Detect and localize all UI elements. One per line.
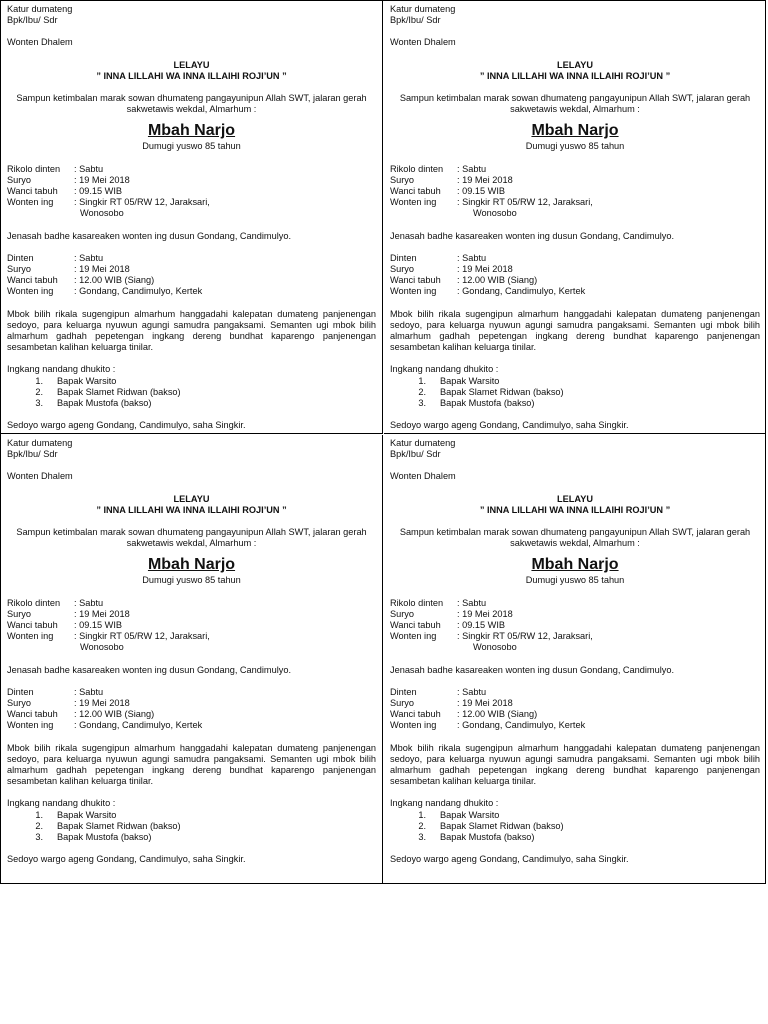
- burial-time-row: [390, 275, 760, 286]
- burial-place-row: [390, 286, 760, 297]
- age-line: Dumugi yuswo 85 tahun: [525, 141, 625, 152]
- notice-card-1: [1, 1, 383, 434]
- burial-intro: Jenasah badhe kasareaken wonten ing dusun Gondang, Candimulyo.: [7, 664, 291, 675]
- death-date-label: Suryo: [390, 608, 415, 619]
- greeting-line-1: Katur dumateng: [7, 438, 73, 448]
- list-item: [7, 821, 376, 832]
- burial-date-value: : 19 Mei 2018: [457, 698, 513, 709]
- death-date-row: [7, 175, 376, 186]
- burial-time-label: Wanci tabuh: [390, 709, 441, 720]
- death-place-value: : Singkir RT 05/RW 12, Jaraksari,: [457, 197, 593, 208]
- closing-line: Sedoyo wargo ageng Gondang, Candimulyo, saha Singkir.: [390, 854, 629, 865]
- list-item-name: Bapak Slamet Ridwan (bakso): [57, 386, 181, 397]
- burial-day-label: Dinten: [390, 252, 417, 263]
- list-item: [390, 398, 760, 409]
- place-line: Wonten Dhalem: [7, 37, 73, 48]
- death-place-label: Wonten ing: [390, 631, 437, 642]
- death-place-value-2: Wonosobo: [473, 208, 517, 219]
- list-item-number: 2.: [35, 386, 43, 397]
- intro-text: Sampun ketimbalan marak sowan dhumateng pangayunipun Allah SWT, jalaran gerah sakwetawis wekdal, Almarhum :: [399, 527, 751, 549]
- death-place-label: Wonten ing: [7, 631, 54, 642]
- burial-date-row: [390, 698, 760, 709]
- burial-day-row: [7, 687, 376, 698]
- list-item-name: Bapak Mustofa (bakso): [440, 832, 535, 843]
- death-date-value: : 19 Mei 2018: [74, 608, 130, 619]
- burial-day-value: : Sabtu: [74, 686, 104, 697]
- burial-place-value: : Gondang, Candimulyo, Kertek: [457, 720, 586, 731]
- list-item: [7, 376, 376, 387]
- notice-title: LELAYU: [173, 59, 210, 70]
- list-item-name: Bapak Warsito: [57, 375, 117, 386]
- burial-day-value: : Sabtu: [457, 686, 487, 697]
- burial-time-label: Wanci tabuh: [7, 275, 58, 286]
- list-item-name: Bapak Mustofa (bakso): [57, 832, 152, 843]
- death-day-label: Rikolo dinten: [7, 163, 61, 174]
- intro-text: Sampun ketimbalan marak sowan dhumateng pangayunipun Allah SWT, jalaran gerah sakwetawis wekdal, Almarhum :: [16, 527, 367, 549]
- burial-day-label: Dinten: [7, 252, 34, 263]
- age-line: Dumugi yuswo 85 tahun: [142, 141, 241, 152]
- burial-date-label: Suryo: [7, 264, 32, 275]
- burial-time-value: : 12.00 WIB (Siang): [74, 275, 155, 286]
- intro-text: Sampun ketimbalan marak sowan dhumateng pangayunipun Allah SWT, jalaran gerah sakwetawis wekdal, Almarhum :: [16, 93, 367, 115]
- burial-intro: Jenasah badhe kasareaken wonten ing dusun Gondang, Candimulyo.: [7, 230, 291, 241]
- burial-place-row: [7, 286, 376, 297]
- list-item-name: Bapak Mustofa (bakso): [57, 398, 152, 409]
- closing-line: Sedoyo wargo ageng Gondang, Candimulyo, saha Singkir.: [390, 420, 629, 431]
- greeting-line-2: Bpk/Ibu/ Sdr: [390, 15, 441, 26]
- notice-card-2: [384, 1, 766, 434]
- burial-place-label: Wonten ing: [390, 720, 437, 731]
- burial-date-label: Suryo: [7, 698, 32, 709]
- list-item-number: 2.: [418, 820, 426, 831]
- deceased-name: Mbah Narjo: [531, 122, 619, 140]
- greeting-line-1: Katur dumateng: [7, 4, 73, 14]
- burial-place-label: Wonten ing: [390, 286, 437, 297]
- list-item: [7, 398, 376, 409]
- death-day-label: Rikolo dinten: [7, 597, 61, 608]
- burial-place-label: Wonten ing: [7, 286, 54, 297]
- death-date-label: Suryo: [7, 608, 32, 619]
- burial-date-value: : 19 Mei 2018: [457, 264, 513, 275]
- death-date-label: Suryo: [7, 174, 32, 185]
- request-paragraph: Mbok bilih rikala sugengipun almarhum hanggadahi kalepatan dumateng panjenengan sedoyo, para keluarga nyuwun agungi samudra pangaksami. Semanten ugi mbok bilih almarhum gadhah pepetengan ingkang dereng bundhat kaparengo panjenengan sesambetan kalihan keluarga tinilar.: [390, 742, 760, 787]
- notice-title: LELAYU: [557, 59, 593, 70]
- burial-date-label: Suryo: [390, 698, 415, 709]
- death-time-label: Wanci tabuh: [390, 186, 441, 197]
- death-time-label: Wanci tabuh: [7, 186, 58, 197]
- death-place-row: [7, 631, 376, 642]
- death-day-label: Rikolo dinten: [390, 597, 444, 608]
- burial-day-row: [390, 687, 760, 698]
- burial-date-value: : 19 Mei 2018: [74, 264, 130, 275]
- burial-day-label: Dinten: [7, 686, 34, 697]
- death-date-value: : 19 Mei 2018: [457, 608, 513, 619]
- mourners-title: Ingkang nandang dhukito :: [390, 364, 499, 375]
- list-item: [7, 810, 376, 821]
- list-item: [390, 810, 760, 821]
- death-day-value: : Sabtu: [457, 597, 487, 608]
- list-item-number: 2.: [418, 386, 426, 397]
- death-time-value: : 09.15 WIB: [74, 620, 123, 631]
- burial-time-row: [7, 275, 376, 286]
- prayer-line: ” INNA LILLAHI WA INNA ILLAIHI ROJI’UN ”: [96, 70, 287, 81]
- age-line: Dumugi yuswo 85 tahun: [142, 575, 241, 586]
- death-place-value-2: Wonosobo: [473, 642, 517, 653]
- age-line: Dumugi yuswo 85 tahun: [525, 575, 625, 586]
- list-item-number: 1.: [35, 809, 43, 820]
- death-place-row: [7, 197, 376, 208]
- burial-day-row: [7, 253, 376, 264]
- death-time-row: [7, 186, 376, 197]
- prayer-line: ” INNA LILLAHI WA INNA ILLAIHI ROJI’UN ”: [479, 70, 671, 81]
- list-item: [7, 832, 376, 843]
- list-item-name: Bapak Slamet Ridwan (bakso): [440, 386, 564, 397]
- burial-date-row: [7, 264, 376, 275]
- request-paragraph: Mbok bilih rikala sugengipun almarhum hanggadahi kalepatan dumateng panjenengan sedoyo, para keluarga nyuwun agungi samudra pangaksami. Semanten ugi mbok bilih almarhum gadhah pepetengan ingkang dereng bundhat kaparengo panjenengan sesambetan kalihan keluarga tinilar.: [7, 308, 376, 353]
- death-date-row: [390, 175, 760, 186]
- list-item-number: 2.: [35, 820, 43, 831]
- death-day-row: [390, 164, 760, 175]
- burial-date-row: [390, 264, 760, 275]
- list-item: [390, 832, 760, 843]
- death-day-label: Rikolo dinten: [390, 163, 444, 174]
- prayer-line: ” INNA LILLAHI WA INNA ILLAIHI ROJI’UN ”: [96, 504, 287, 515]
- closing-line: Sedoyo wargo ageng Gondang, Candimulyo, saha Singkir.: [7, 854, 246, 865]
- list-item-name: Bapak Warsito: [57, 809, 117, 820]
- mourners-title: Ingkang nandang dhukito :: [7, 364, 116, 375]
- death-time-label: Wanci tabuh: [390, 620, 441, 631]
- list-item-name: Bapak Slamet Ridwan (bakso): [57, 820, 181, 831]
- death-place-row: [390, 631, 760, 642]
- deceased-name: Mbah Narjo: [531, 556, 619, 574]
- request-paragraph: Mbok bilih rikala sugengipun almarhum hanggadahi kalepatan dumateng panjenengan sedoyo, para keluarga nyuwun agungi samudra pangaksami. Semanten ugi mbok bilih almarhum gadhah pepetengan ingkang dereng bundhat kaparengo panjenengan sesambetan kalihan keluarga tinilar.: [390, 308, 760, 353]
- request-paragraph: Mbok bilih rikala sugengipun almarhum hanggadahi kalepatan dumateng panjenengan sedoyo, para keluarga nyuwun agungi samudra pangaksami. Semanten ugi mbok bilih almarhum gadhah pepetengan ingkang dereng bundhat kaparengo panjenengan sesambetan kalihan keluarga tinilar.: [7, 742, 376, 787]
- prayer-line: ” INNA LILLAHI WA INNA ILLAIHI ROJI’UN ”: [479, 504, 671, 515]
- list-item-name: Bapak Warsito: [440, 375, 500, 386]
- notice-title: LELAYU: [173, 493, 210, 504]
- death-place-value: : Singkir RT 05/RW 12, Jaraksari,: [457, 631, 593, 642]
- death-place-label: Wonten ing: [390, 197, 437, 208]
- place-line: Wonten Dhalem: [7, 471, 73, 482]
- burial-place-value: : Gondang, Candimulyo, Kertek: [74, 286, 203, 297]
- death-place-value: : Singkir RT 05/RW 12, Jaraksari,: [74, 631, 210, 642]
- death-date-value: : 19 Mei 2018: [457, 174, 513, 185]
- burial-day-value: : Sabtu: [457, 252, 487, 263]
- list-item-number: 3.: [418, 832, 426, 843]
- death-time-row: [7, 620, 376, 631]
- burial-place-value: : Gondang, Candimulyo, Kertek: [74, 720, 203, 731]
- place-line: Wonten Dhalem: [390, 471, 456, 482]
- death-day-value: : Sabtu: [74, 163, 104, 174]
- list-item-number: 3.: [35, 832, 43, 843]
- list-item: [7, 387, 376, 398]
- mourners-title: Ingkang nandang dhukito :: [7, 798, 116, 809]
- death-place-value-2: Wonosobo: [80, 208, 124, 219]
- burial-intro: Jenasah badhe kasareaken wonten ing dusun Gondang, Candimulyo.: [390, 230, 674, 241]
- death-date-row: [390, 609, 760, 620]
- burial-time-label: Wanci tabuh: [7, 709, 58, 720]
- notice-title: LELAYU: [557, 493, 593, 504]
- burial-time-value: : 12.00 WIB (Siang): [74, 709, 155, 720]
- closing-line: Sedoyo wargo ageng Gondang, Candimulyo, saha Singkir.: [7, 420, 246, 431]
- list-item-number: 3.: [35, 398, 43, 409]
- list-item-number: 1.: [418, 809, 426, 820]
- mourners-list: [390, 376, 760, 410]
- greeting-line-2: Bpk/Ibu/ Sdr: [390, 449, 441, 460]
- death-place-value: : Singkir RT 05/RW 12, Jaraksari,: [74, 197, 210, 208]
- death-day-row: [7, 164, 376, 175]
- death-time-row: [390, 620, 760, 631]
- death-time-value: : 09.15 WIB: [457, 620, 506, 631]
- death-day-row: [390, 598, 760, 609]
- death-time-value: : 09.15 WIB: [74, 186, 123, 197]
- death-day-value: : Sabtu: [457, 163, 487, 174]
- burial-time-value: : 12.00 WIB (Siang): [457, 275, 538, 286]
- death-day-value: : Sabtu: [74, 597, 104, 608]
- death-time-row: [390, 186, 760, 197]
- burial-place-row: [390, 720, 760, 731]
- death-date-label: Suryo: [390, 174, 415, 185]
- death-date-value: : 19 Mei 2018: [74, 174, 130, 185]
- list-item-number: 1.: [418, 375, 426, 386]
- greeting-line-2: Bpk/Ibu/ Sdr: [7, 15, 58, 26]
- list-item: [390, 376, 760, 387]
- list-item: [390, 387, 760, 398]
- mourners-list: [390, 810, 760, 844]
- death-day-row: [7, 598, 376, 609]
- death-time-label: Wanci tabuh: [7, 620, 58, 631]
- notice-card-4: [384, 435, 766, 884]
- intro-text: Sampun ketimbalan marak sowan dhumateng pangayunipun Allah SWT, jalaran gerah sakwetawis wekdal, Almarhum :: [399, 93, 751, 115]
- burial-place-label: Wonten ing: [7, 720, 54, 731]
- burial-day-row: [390, 253, 760, 264]
- burial-time-value: : 12.00 WIB (Siang): [457, 709, 538, 720]
- death-time-value: : 09.15 WIB: [457, 186, 506, 197]
- list-item-number: 3.: [418, 398, 426, 409]
- death-place-label: Wonten ing: [7, 197, 54, 208]
- greeting-line-1: Katur dumateng: [390, 4, 456, 14]
- deceased-name: Mbah Narjo: [147, 556, 236, 574]
- mourners-list: [7, 810, 376, 844]
- mourners-list: [7, 376, 376, 410]
- death-place-row: [390, 197, 760, 208]
- burial-date-label: Suryo: [390, 264, 415, 275]
- deceased-name: Mbah Narjo: [147, 122, 236, 140]
- list-item-name: Bapak Mustofa (bakso): [440, 398, 535, 409]
- burial-place-value: : Gondang, Candimulyo, Kertek: [457, 286, 586, 297]
- burial-time-row: [390, 709, 760, 720]
- death-place-value-2: Wonosobo: [80, 642, 124, 653]
- mourners-title: Ingkang nandang dhukito :: [390, 798, 499, 809]
- list-item-number: 1.: [35, 375, 43, 386]
- list-item-name: Bapak Warsito: [440, 809, 500, 820]
- burial-time-row: [7, 709, 376, 720]
- place-line: Wonten Dhalem: [390, 37, 456, 48]
- burial-day-value: : Sabtu: [74, 252, 104, 263]
- death-date-row: [7, 609, 376, 620]
- burial-date-row: [7, 698, 376, 709]
- burial-date-value: : 19 Mei 2018: [74, 698, 130, 709]
- burial-day-label: Dinten: [390, 686, 417, 697]
- list-item-name: Bapak Slamet Ridwan (bakso): [440, 820, 564, 831]
- burial-place-row: [7, 720, 376, 731]
- greeting-line-1: Katur dumateng: [390, 438, 456, 448]
- notice-card-3: [1, 435, 383, 884]
- burial-time-label: Wanci tabuh: [390, 275, 441, 286]
- list-item: [390, 821, 760, 832]
- greeting-line-2: Bpk/Ibu/ Sdr: [7, 449, 58, 460]
- burial-intro: Jenasah badhe kasareaken wonten ing dusun Gondang, Candimulyo.: [390, 664, 674, 675]
